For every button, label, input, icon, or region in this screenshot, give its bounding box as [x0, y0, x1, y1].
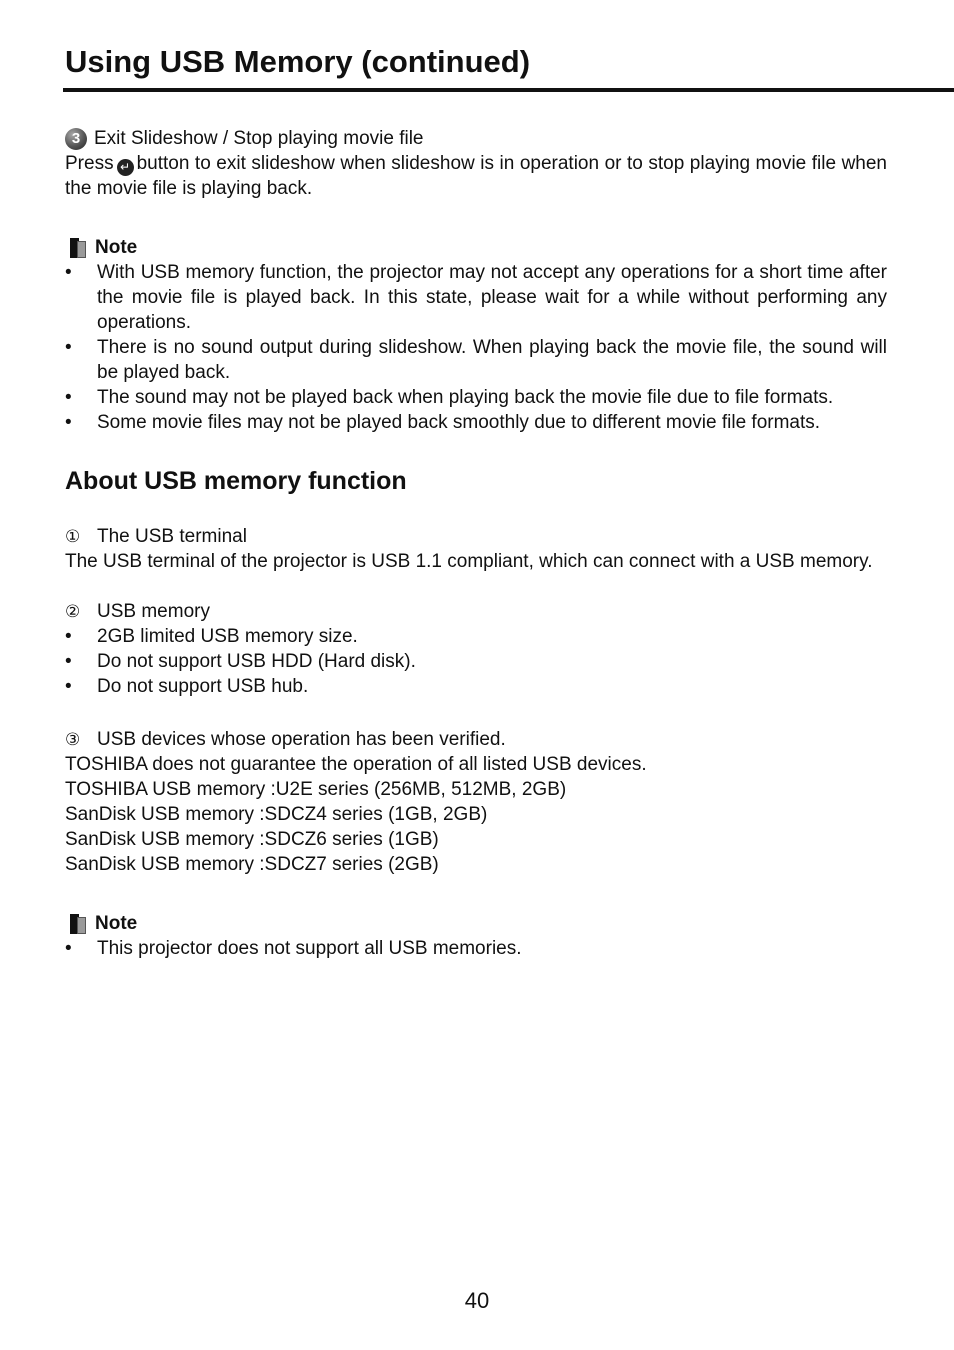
page-number: 40	[464, 1288, 490, 1313]
note-icon	[70, 238, 86, 258]
section-heading: About USB memory function	[65, 467, 407, 495]
exit-slideshow-heading	[65, 126, 887, 151]
step-3-icon: 3	[65, 128, 87, 150]
verified-devices-heading: ③ USB devices whose operation has been verified.	[65, 729, 506, 750]
list-item: • This projector does not support all USB memories.	[65, 938, 522, 959]
list-item: • Do not support USB hub.	[65, 676, 309, 697]
note-list	[65, 936, 887, 961]
circled-number: ②	[65, 602, 81, 621]
exit-slideshow-description: Press ↵ button to exit slideshow when slideshow is in operation or to stop playing movie file when the movie file is playing back.	[65, 153, 887, 199]
circled-number: ①	[65, 527, 81, 546]
list-item: • 2GB limited USB memory size.	[65, 626, 358, 647]
note-icon	[70, 914, 86, 934]
list-item: • The sound may not be played back when playing back the movie file due to file formats.	[65, 387, 834, 408]
verified-line: SanDisk USB memory :SDCZ4 series (1GB, 2GB)	[65, 804, 488, 825]
usb-memory-heading: ② USB memory	[65, 601, 210, 622]
exit-slideshow-title: Exit Slideshow / Stop playing movie file	[94, 128, 424, 149]
list-item: • There is no sound output during slideshow. When playing back the movie file, the sound will be played back.	[65, 337, 887, 383]
list-item: • Do not support USB HDD (Hard disk).	[65, 651, 416, 672]
verified-line: TOSHIBA does not guarantee the operation of all listed USB devices.	[65, 754, 647, 775]
verified-line: SanDisk USB memory :SDCZ6 series (1GB)	[65, 829, 439, 850]
list-item: • Some movie files may not be played back smoothly due to different movie file formats.	[65, 412, 821, 433]
usb-memory-list	[65, 624, 887, 699]
verified-line: TOSHIBA USB memory :U2E series (256MB, 512MB, 2GB)	[65, 779, 567, 800]
note-label: Note	[95, 913, 138, 934]
usb-terminal-description: The USB terminal of the projector is USB 1.1 compliant, which can connect with a USB memory.	[65, 551, 873, 572]
page-title: Using USB Memory (continued)	[65, 44, 531, 79]
return-button-icon: ↵	[117, 159, 134, 176]
usb-terminal-heading: ① The USB terminal	[65, 526, 247, 547]
note-heading	[65, 911, 887, 936]
verified-line: SanDisk USB memory :SDCZ7 series (2GB)	[65, 854, 439, 875]
title-divider	[63, 88, 954, 92]
list-item: • With USB memory function, the projector may not accept any operations for a short time after the movie file is played back. In this state, please wait for a while without performing any operations.	[65, 262, 887, 333]
note-heading	[65, 235, 887, 260]
note-list	[65, 260, 887, 435]
circled-number: ③	[65, 730, 81, 749]
page-content	[65, 126, 887, 961]
note-label: Note	[95, 237, 138, 258]
